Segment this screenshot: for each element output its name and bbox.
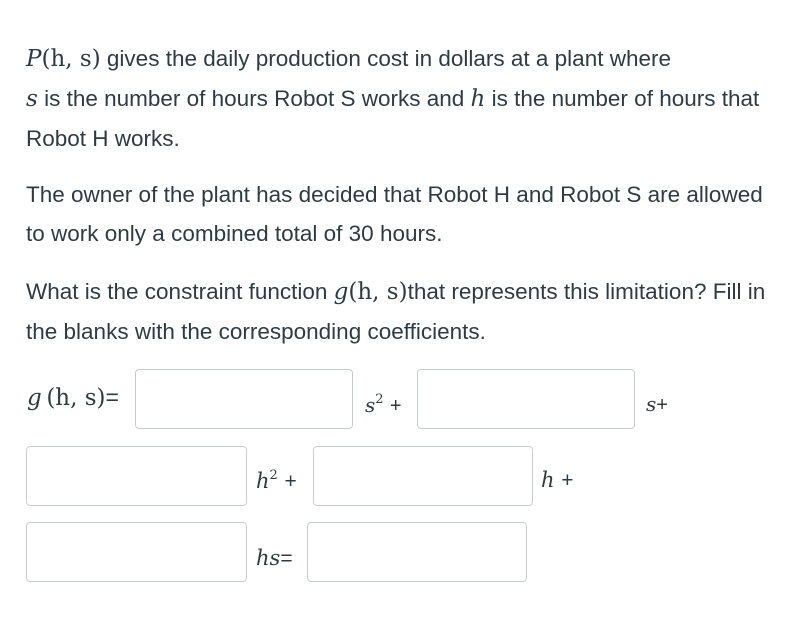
term-s: s+	[646, 392, 668, 416]
math-g: g	[333, 279, 349, 305]
math-P: P	[26, 46, 42, 72]
math-s: s	[26, 86, 38, 112]
math-h: h	[470, 86, 486, 112]
math-P-args: (h, s)	[41, 46, 101, 72]
coef-s2-input[interactable]	[135, 369, 353, 429]
term-hs: hs=	[256, 546, 293, 570]
equals-sign: =	[105, 384, 119, 410]
coef-s-input[interactable]	[417, 369, 635, 429]
question-paragraph-1	[26, 39, 776, 158]
p1-text-a: gives the daily production cost in dollars at a plant where	[100, 46, 671, 71]
constant-input[interactable]	[307, 522, 527, 582]
math-g-args: (h, s)	[348, 279, 408, 305]
term-s-squared: $s^2$ +	[365, 392, 402, 417]
question-paragraph-2: The owner of the plant has decided that Robot H and Robot S are allowed to work only a combined total of 30 hours.	[26, 182, 763, 246]
equals-sign: =	[280, 547, 293, 570]
coef-hs-input[interactable]	[26, 522, 247, 582]
p3-text-a: What is the constraint function	[26, 279, 334, 304]
term-h: h +	[541, 468, 574, 492]
equation-lhs: g (h, s)=	[27, 384, 119, 411]
p3-text-b: that represents this limitation? Fill in the blanks with the corresponding coefficients.	[26, 279, 766, 344]
coef-h2-input[interactable]	[26, 446, 247, 506]
question-paragraph-3	[26, 272, 776, 351]
p1-text-b: is the number of hours Robot S works and	[37, 86, 471, 111]
coef-h-input[interactable]	[313, 446, 533, 506]
term-h-squared: $h^2$ +	[256, 468, 297, 493]
p1-text-c: is the number of hours that Robot H works.	[26, 86, 760, 151]
